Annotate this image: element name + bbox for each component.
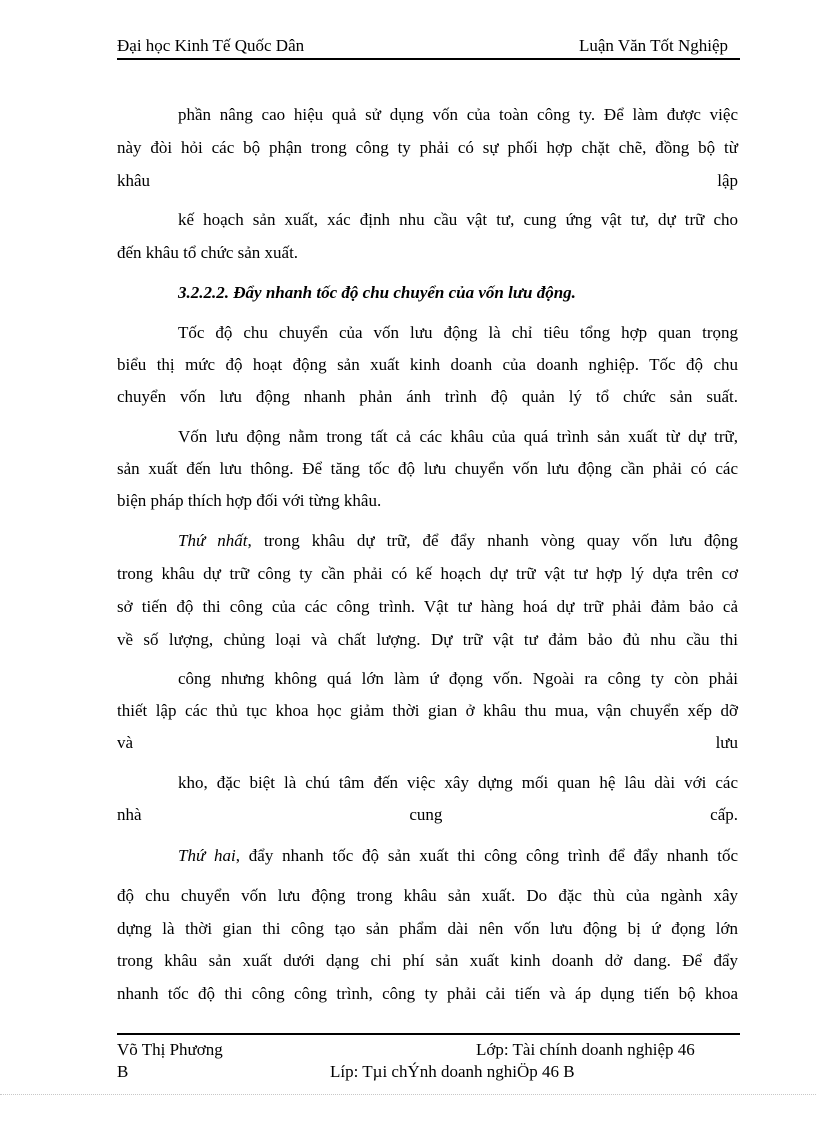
body-line: chuyển vốn lưu động nhanh phản ánh trình độ quản lý tổ chức sản suất. xyxy=(117,387,738,406)
body-line xyxy=(117,732,738,754)
body-line: này đòi hỏi các bộ phận trong công ty phải có sự phối hợp chặt chẽ, đồng bộ từ xyxy=(117,138,738,157)
body-line: phần nâng cao hiệu quả sử dụng vốn của toàn công ty. Để làm được việc xyxy=(178,105,738,124)
body-line: Vốn lưu động nằm trong tất cả các khâu của quá trình sản xuất từ dự trữ, xyxy=(178,427,738,446)
body-line: công nhưng không quá lớn làm ứ đọng vốn. Ngoài ra công ty còn phải xyxy=(178,669,738,688)
body-line: độ chu chuyển vốn lưu động trong khâu sản xuất. Do đặc thù của ngành xây xyxy=(117,886,738,905)
body-line: về số lượng, chủng loại và chất lượng. Dự trữ vật tư đảm bảo đủ nhu cầu thi xyxy=(117,630,738,649)
page-bottom-divider xyxy=(0,1094,816,1095)
word: khâu xyxy=(117,171,151,190)
body-line: biện pháp thích hợp đối với từng khâu. xyxy=(117,491,382,510)
line-text: , đẩy nhanh tốc độ sản xuất thi công công trình để đẩy nhanh tốc xyxy=(235,846,738,865)
word: lưu xyxy=(715,733,738,752)
body-line: kho, đặc biệt là chú tâm đến việc xây dựng mối quan hệ lâu dài với các xyxy=(178,773,738,792)
body-line: nhanh tốc độ thi công công trình, công ty phải cải tiến và áp dụng tiến bộ khoa xyxy=(117,984,738,1003)
body-line: kế hoạch sản xuất, xác định nhu cầu vật tư, cung ứng vật tư, dự trữ cho xyxy=(178,210,738,229)
footer-author: Võ Thị Phương xyxy=(117,1040,223,1059)
body-line xyxy=(117,170,738,192)
word: cung xyxy=(409,805,443,824)
body-line: sản xuất đến lưu thông. Để tăng tốc độ lưu chuyển vốn lưu động cần phải có các xyxy=(117,459,738,478)
footer-class: Lớp: Tài chính doanh nghiệp 46 xyxy=(476,1040,695,1059)
header-thesis-title: Luận Văn Tốt Nghiệp xyxy=(578,36,728,55)
section-heading: 3.2.2.2. Đẩy nhanh tốc độ chu chuyển của vốn lưu động. xyxy=(178,283,576,302)
emphasis-second: Thứ hai xyxy=(178,846,236,865)
body-line xyxy=(117,804,738,826)
body-line: trong khâu dự trữ công ty cần phải có kế hoạch dự trữ vật tư hợp lý dựa trên cơ xyxy=(117,564,738,583)
line-text: , trong khâu dự trữ, để đẩy nhanh vòng quay vốn lưu động xyxy=(247,531,738,550)
body-line: thiết lập các thủ tục khoa học giảm thời gian ở khâu thu mua, vận chuyển xếp dỡ xyxy=(117,701,738,720)
body-line: Tốc độ chu chuyển của vốn lưu động là chỉ tiêu tổng hợp quan trọng xyxy=(178,323,738,342)
body-line: dựng là thời gian thi công tạo sản phẩm dài nên vốn lưu động bị ứ đọng lớn xyxy=(117,919,738,938)
word: cấp. xyxy=(710,805,738,824)
word: nhà xyxy=(117,805,142,824)
footer-author-initial: B xyxy=(117,1062,129,1081)
body-line: trong khâu sản xuất dưới dạng chi phí sản xuất kinh doanh dở dang. Để đẩy xyxy=(117,951,738,970)
word: lập xyxy=(717,171,738,190)
body-line: sở tiến độ thi công của các công trình. Vật tư hàng hoá dự trữ phải đảm bảo cả xyxy=(117,597,738,616)
body-line xyxy=(178,530,738,552)
footer-rule xyxy=(117,1033,740,1035)
word: và xyxy=(117,733,134,752)
footer-class-garbled: Líp: Tµi chÝnh doanh nghiÖp 46 B xyxy=(330,1062,575,1081)
body-line: đến khâu tổ chức sản xuất. xyxy=(117,243,299,262)
emphasis-first: Thứ nhất xyxy=(178,531,248,550)
body-line: biểu thị mức độ hoạt động sản xuất kinh doanh của doanh nghiệp. Tốc độ chu xyxy=(117,355,738,374)
body-line xyxy=(178,845,738,867)
page-header xyxy=(117,34,740,60)
header-university: Đại học Kinh Tế Quốc Dân xyxy=(117,36,305,55)
